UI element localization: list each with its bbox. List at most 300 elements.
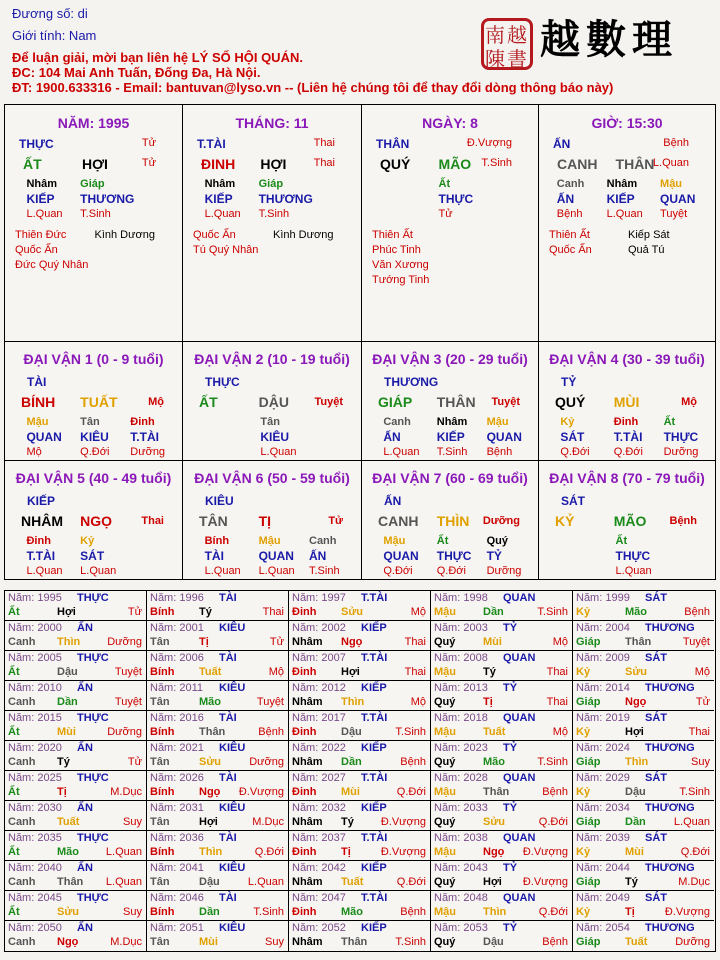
year-label: Năm: 2009 xyxy=(576,652,630,664)
year-branch: Mùi xyxy=(625,846,644,858)
year-branch: Dậu xyxy=(625,786,646,798)
year-stem: Giáp xyxy=(576,816,601,828)
year-life-stage: Suy xyxy=(123,906,142,918)
year-god: THỰC xyxy=(77,712,109,724)
year-label: Năm: 2037 xyxy=(292,832,346,844)
dai-van-hidden: Canh xyxy=(383,416,411,428)
hidden-god: QUAN xyxy=(660,192,696,206)
year-life-stage: Mộ xyxy=(552,726,568,738)
pillar-2 xyxy=(361,104,539,342)
star-right: Kình Dương xyxy=(273,229,334,241)
dai-van-can: GIÁP xyxy=(378,394,413,410)
dai-van-title: ĐẠI VẬN 8 (70 - 79 tuổi) xyxy=(549,470,705,486)
year-branch: Ngọ xyxy=(625,696,647,708)
year-life-stage: Dưỡng xyxy=(107,636,142,648)
dai-van-can: TÂN xyxy=(199,513,228,529)
year-stem: Kỷ xyxy=(576,666,591,678)
year-label: Năm: 2019 xyxy=(576,712,630,724)
star-left: Quốc Ấn xyxy=(549,244,592,256)
dai-van-life: L.Quan xyxy=(204,565,241,577)
dai-van-5 xyxy=(4,460,183,580)
dai-van-hidden-god: T.TÀI xyxy=(613,430,643,444)
year-label: Năm: 2011 xyxy=(150,682,203,694)
year-god: KIẾP xyxy=(361,862,387,874)
year-life-stage: Q.Đới xyxy=(538,816,568,828)
year-stem: Giáp xyxy=(576,696,601,708)
year-god: THƯƠNG xyxy=(645,922,695,934)
dai-van-hidden-god: QUAN xyxy=(486,430,522,444)
year-god: TỶ xyxy=(503,682,518,694)
year-label: Năm: 2026 xyxy=(150,772,204,784)
dai-van-hidden-god: KIÊU xyxy=(80,430,109,444)
year-god: SÁT xyxy=(645,652,667,664)
year-god: SÁT xyxy=(645,712,667,724)
year-cell xyxy=(289,861,431,891)
year-branch: Dần xyxy=(199,906,220,918)
dai-van-god: TỶ xyxy=(561,375,577,389)
year-god: ẤN xyxy=(77,802,93,814)
star-left: Quốc Ấn xyxy=(15,244,58,256)
year-stem: Quý xyxy=(434,636,456,648)
year-branch: Thìn xyxy=(199,846,223,858)
year-cell xyxy=(573,921,714,951)
dai-van-hidden: Đinh xyxy=(130,416,155,428)
year-life-stage: Tuyệt xyxy=(256,696,284,708)
year-cell xyxy=(5,711,147,741)
year-label: Năm: 2050 xyxy=(8,922,62,934)
year-life-stage: M.Dục xyxy=(110,786,142,798)
year-branch: Mùi xyxy=(57,726,76,738)
hidden-stem: Nhâm xyxy=(204,178,236,190)
contact-address: ĐC: 104 Mai Anh Tuấn, Đống Đa, Hà Nội. xyxy=(12,65,261,80)
year-god: THỰC xyxy=(77,592,109,604)
dai-van-chi: MÃO xyxy=(613,513,647,529)
year-label: Năm: 2031 xyxy=(150,802,204,814)
year-stem: Kỷ xyxy=(576,726,591,738)
year-stem: Bính xyxy=(150,846,175,858)
hidden-stem: Mậu xyxy=(660,178,683,190)
pillar-can: ẤT xyxy=(23,156,42,172)
year-cell xyxy=(147,681,289,711)
pillar-top-status: Bệnh xyxy=(663,137,689,149)
year-branch: Ngọ xyxy=(483,846,505,858)
year-cell xyxy=(289,681,431,711)
pillar-top-god: T.TÀI xyxy=(197,137,226,151)
dai-van-chi: TUẤT xyxy=(80,394,118,410)
year-label: Năm: 2014 xyxy=(576,682,630,694)
year-cell xyxy=(147,711,289,741)
year-stem: Đinh xyxy=(292,606,317,618)
year-life-stage: Đ.Vượng xyxy=(522,876,568,888)
year-branch: Tuất xyxy=(57,816,80,828)
year-cell xyxy=(289,801,431,831)
dai-van-life: Q.Đới xyxy=(613,446,643,458)
hidden-stem: Nhâm xyxy=(26,178,58,190)
star-left: Đức Quý Nhân xyxy=(15,259,89,271)
year-life-stage: Q.Đới xyxy=(538,906,568,918)
year-branch: Tị xyxy=(625,906,635,918)
year-label: Năm: 2008 xyxy=(434,652,488,664)
dai-van-hidden-god: ẤN xyxy=(309,549,327,563)
year-label: Năm: 2001 xyxy=(150,622,204,634)
year-cell xyxy=(289,921,431,951)
year-god: KIẾP xyxy=(361,802,387,814)
year-life-stage: Q.Đới xyxy=(680,846,710,858)
year-god: KIÊU xyxy=(219,922,246,934)
dai-van-life: Mộ xyxy=(26,446,42,458)
year-god: THƯƠNG xyxy=(645,622,695,634)
year-god: TÀI xyxy=(219,772,237,784)
dai-van-hidden-god: KIẾP xyxy=(436,430,465,444)
dai-van-title: ĐẠI VẬN 3 (20 - 29 tuổi) xyxy=(372,351,528,367)
year-stem: Canh xyxy=(8,816,36,828)
year-label: Năm: 2039 xyxy=(576,832,630,844)
life-stage: T.Sinh xyxy=(80,208,111,220)
year-life-stage: Tử xyxy=(127,606,142,618)
dai-van-hidden: Tân xyxy=(80,416,100,428)
year-god: TỶ xyxy=(503,622,518,634)
dai-van-can: BÍNH xyxy=(21,394,56,410)
pillar-can: CANH xyxy=(557,156,598,172)
year-branch: Thìn xyxy=(625,756,649,768)
year-branch: Dần xyxy=(341,756,362,768)
year-cell xyxy=(5,921,147,951)
year-stem: Kỷ xyxy=(576,606,591,618)
year-cell xyxy=(147,861,289,891)
brand-logo: 越數理 xyxy=(540,16,678,63)
year-god: TÀI xyxy=(219,592,237,604)
year-stem: Kỷ xyxy=(576,846,591,858)
year-cell xyxy=(431,921,573,951)
year-stem: Mậu xyxy=(434,606,456,618)
pillar-chi: THÂN xyxy=(615,156,655,172)
year-branch: Thân xyxy=(483,786,510,798)
year-branch: Thìn xyxy=(57,636,81,648)
year-life-stage: Q.Đới xyxy=(396,876,426,888)
year-label: Năm: 2029 xyxy=(576,772,630,784)
dai-van-status: Tử xyxy=(328,515,343,527)
dai-van-life: Q.Đới xyxy=(436,565,466,577)
year-stem: Giáp xyxy=(576,636,601,648)
year-stem: Nhâm xyxy=(292,876,323,888)
year-life-stage: Tuyệt xyxy=(682,636,710,648)
dai-van-hidden-god: QUAN xyxy=(26,430,62,444)
year-label: Năm: 2025 xyxy=(8,772,62,784)
star-left: Thiên Ất xyxy=(372,229,413,241)
year-life-stage: Bệnh xyxy=(542,786,568,798)
life-stage: L.Quan xyxy=(204,208,241,220)
dai-van-hidden-god: SÁT xyxy=(80,549,105,563)
year-label: Năm: 1995 xyxy=(8,592,62,604)
year-cell xyxy=(431,711,573,741)
year-life-stage: Dưỡng xyxy=(249,756,284,768)
year-stem: Nhâm xyxy=(292,696,323,708)
year-god: TÀI xyxy=(219,892,237,904)
year-cell xyxy=(431,771,573,801)
pillar-top-status: Tử xyxy=(141,137,156,149)
year-cell xyxy=(573,771,714,801)
year-life-stage: Thai xyxy=(546,696,568,708)
dai-van-hidden-god: ẤN xyxy=(383,430,401,444)
year-god: THƯƠNG xyxy=(645,862,695,874)
dai-van-hidden: Ất xyxy=(663,416,676,428)
dai-van-life: L.Quan xyxy=(260,446,297,458)
year-cell xyxy=(289,621,431,651)
year-branch: Tý xyxy=(199,606,212,618)
dai-van-god: SÁT xyxy=(561,494,585,508)
dai-van-life: L.Quan xyxy=(80,565,117,577)
pillar-can: QUÝ xyxy=(380,156,411,172)
year-stem: Giáp xyxy=(576,876,601,888)
year-branch: Sửu xyxy=(625,666,648,678)
dai-van-can: NHÂM xyxy=(21,513,63,529)
year-branch: Sửu xyxy=(57,906,80,918)
life-stage: Tuyệt xyxy=(660,208,688,220)
dai-van-status: Mộ xyxy=(681,396,697,408)
year-life-stage: Q.Đới xyxy=(396,786,426,798)
year-cell xyxy=(5,681,147,711)
year-cell xyxy=(573,861,714,891)
year-branch: Sửu xyxy=(341,606,364,618)
pillar-top-god: THỰC xyxy=(19,137,54,151)
year-life-stage: Dưỡng xyxy=(675,936,710,948)
year-life-stage: L.Quan xyxy=(105,846,142,858)
dai-van-hidden: Mậu xyxy=(26,416,49,428)
year-stem: Quý xyxy=(434,816,456,828)
dai-van-life: Q.Đới xyxy=(80,446,110,458)
dai-van-can: KỶ xyxy=(555,513,575,529)
year-branch: Dần xyxy=(625,816,646,828)
year-stem: Tân xyxy=(150,936,170,948)
year-god: QUAN xyxy=(503,832,536,844)
year-label: Năm: 2035 xyxy=(8,832,62,844)
year-god: T.TÀI xyxy=(361,892,388,904)
year-label: Năm: 2012 xyxy=(292,682,346,694)
year-branch: Sửu xyxy=(199,756,222,768)
year-cell xyxy=(147,621,289,651)
year-cell xyxy=(5,741,147,771)
year-life-stage: Thai xyxy=(688,726,710,738)
dai-van-8 xyxy=(538,460,716,580)
year-cell xyxy=(431,891,573,921)
year-stem: Ất xyxy=(8,726,20,738)
year-life-stage: Đ.Vượng xyxy=(380,846,426,858)
year-stem: Bính xyxy=(150,666,175,678)
year-life-stage: T.Sinh xyxy=(537,756,568,768)
year-branch: Ngọ xyxy=(199,786,221,798)
year-god: T.TÀI xyxy=(361,592,388,604)
year-label: Năm: 2043 xyxy=(434,862,488,874)
year-branch: Ngọ xyxy=(57,936,79,948)
year-branch: Dậu xyxy=(483,936,504,948)
year-branch: Tị xyxy=(57,786,67,798)
year-life-stage: Suy xyxy=(265,936,284,948)
year-stem: Đinh xyxy=(292,726,317,738)
year-god: T.TÀI xyxy=(361,832,388,844)
year-cell xyxy=(289,831,431,861)
year-god: T.TÀI xyxy=(361,712,388,724)
year-label: Năm: 2016 xyxy=(150,712,204,724)
year-life-stage: Mộ xyxy=(694,666,710,678)
star-right: Kiếp Sát xyxy=(628,229,670,241)
hidden-god: THỰC xyxy=(438,192,474,206)
year-cell xyxy=(5,861,147,891)
pillar-1 xyxy=(182,104,362,342)
dai-van-title: ĐẠI VẬN 7 (60 - 69 tuổi) xyxy=(372,470,528,486)
dai-van-life: Q.Đới xyxy=(383,565,413,577)
year-cell xyxy=(5,591,147,621)
year-label: Năm: 2052 xyxy=(292,922,346,934)
year-stem: Canh xyxy=(8,936,36,948)
year-life-stage: Mộ xyxy=(268,666,284,678)
year-stem: Mậu xyxy=(434,906,456,918)
year-label: Năm: 2047 xyxy=(292,892,346,904)
dai-van-title: ĐẠI VẬN 1 (0 - 9 tuổi) xyxy=(23,351,164,367)
dai-van-chi: NGỌ xyxy=(80,513,113,529)
dai-van-god: THỰC xyxy=(205,375,240,389)
year-life-stage: Thai xyxy=(404,666,426,678)
year-life-stage: Mộ xyxy=(410,696,426,708)
dai-van-7 xyxy=(361,460,539,580)
year-branch: Dậu xyxy=(199,876,220,888)
year-cell xyxy=(289,891,431,921)
year-cell xyxy=(5,651,147,681)
year-branch: Hợi xyxy=(57,606,76,618)
year-god: KIẾP xyxy=(361,742,387,754)
hidden-god: THƯƠNG xyxy=(80,192,135,206)
year-stem: Mậu xyxy=(434,846,456,858)
dai-van-hidden: Bính xyxy=(204,535,230,547)
year-branch: Tị xyxy=(483,696,493,708)
star-left: Thiên Đức xyxy=(15,229,67,241)
dai-van-can: QUÝ xyxy=(555,394,586,410)
dai-van-hidden: Ất xyxy=(615,535,628,547)
pillar-status: L.Quan xyxy=(652,157,689,169)
year-life-stage: Bệnh xyxy=(400,906,426,918)
hidden-god: THƯƠNG xyxy=(258,192,313,206)
year-life-stage: Suy xyxy=(123,816,142,828)
year-stem: Đinh xyxy=(292,666,317,678)
year-life-stage: L.Quan xyxy=(673,816,710,828)
pillar-3 xyxy=(538,104,716,342)
year-god: ẤN xyxy=(77,862,93,874)
dai-van-hidden: Canh xyxy=(309,535,337,547)
contact-phone-email: ĐT: 1900.633316 - Email: bantuvan@lyso.vn -- (Liên hệ chúng tôi để thay đổi dòng thông báo này) xyxy=(12,80,614,95)
year-life-stage: T.Sinh xyxy=(537,606,568,618)
year-branch: Ngọ xyxy=(341,636,363,648)
year-label: Năm: 2030 xyxy=(8,802,62,814)
year-stem: Tân xyxy=(150,816,170,828)
year-label: Năm: 2003 xyxy=(434,622,488,634)
year-stem: Tân xyxy=(150,756,170,768)
year-cell xyxy=(289,591,431,621)
year-branch: Mão xyxy=(199,696,221,708)
year-cell xyxy=(5,621,147,651)
year-label: Năm: 2007 xyxy=(292,652,346,664)
year-life-stage: Thai xyxy=(546,666,568,678)
year-stem: Giáp xyxy=(576,756,601,768)
year-life-stage: Tử xyxy=(695,696,710,708)
dai-van-life: L.Quan xyxy=(258,565,295,577)
year-cell xyxy=(147,741,289,771)
year-life-stage: Bệnh xyxy=(684,606,710,618)
year-life-stage: Mộ xyxy=(410,606,426,618)
year-cell xyxy=(573,621,714,651)
year-stem: Kỷ xyxy=(576,906,591,918)
pillar-can: ĐINH xyxy=(201,156,236,172)
year-cell xyxy=(431,651,573,681)
year-cell xyxy=(147,831,289,861)
dai-van-god: ẤN xyxy=(384,494,402,508)
pillar-top-god: ẤN xyxy=(553,137,571,151)
year-cell xyxy=(5,801,147,831)
year-label: Năm: 2046 xyxy=(150,892,204,904)
year-label: Năm: 1996 xyxy=(150,592,204,604)
year-stem: Quý xyxy=(434,936,456,948)
year-label: Năm: 2004 xyxy=(576,622,630,634)
year-branch: Thìn xyxy=(483,906,507,918)
dai-van-god: KIÊU xyxy=(205,494,234,508)
hidden-god: KIẾP xyxy=(204,192,233,206)
dai-van-status: Dưỡng xyxy=(482,515,520,527)
year-cell xyxy=(573,591,714,621)
pillar-title: NGÀY: 8 xyxy=(422,115,478,131)
year-branch: Tý xyxy=(625,876,638,888)
year-life-stage: Thai xyxy=(262,606,284,618)
hidden-god: KIẾP xyxy=(26,192,55,206)
year-god: KIẾP xyxy=(361,922,387,934)
year-stem: Mậu xyxy=(434,786,456,798)
year-label: Năm: 2028 xyxy=(434,772,488,784)
year-life-stage: Q.Đới xyxy=(254,846,284,858)
year-god: QUAN xyxy=(503,712,536,724)
dai-van-hidden-god: T.TÀI xyxy=(26,549,56,563)
year-label: Năm: 2006 xyxy=(150,652,204,664)
year-label: Năm: 2036 xyxy=(150,832,204,844)
year-cell xyxy=(5,891,147,921)
year-cell xyxy=(147,801,289,831)
year-life-stage: Đ.Vượng xyxy=(238,786,284,798)
year-label: Năm: 2005 xyxy=(8,652,62,664)
year-branch: Mão xyxy=(625,606,647,618)
dai-van-life: L.Quan xyxy=(26,565,63,577)
dai-van-1 xyxy=(4,341,183,461)
year-label: Năm: 2040 xyxy=(8,862,62,874)
dai-van-hidden: Quý xyxy=(486,535,508,547)
dai-van-6 xyxy=(182,460,362,580)
star-right: Kình Dương xyxy=(94,229,155,241)
dai-van-title: ĐẠI VẬN 5 (40 - 49 tuổi) xyxy=(15,470,172,486)
year-cell xyxy=(289,771,431,801)
year-branch: Tị xyxy=(199,636,209,648)
dai-van-life: Dưỡng xyxy=(130,446,166,458)
year-god: KIẾP xyxy=(361,622,387,634)
dai-van-status: Tuyệt xyxy=(491,396,520,408)
year-stem: Canh xyxy=(8,756,36,768)
year-cell xyxy=(5,771,147,801)
dai-van-hidden: Nhâm xyxy=(436,416,468,428)
year-life-stage: Bệnh xyxy=(400,756,426,768)
year-stem: Ất xyxy=(8,846,20,858)
dai-van-hidden: Đinh xyxy=(613,416,639,428)
year-branch: Tuất xyxy=(483,726,506,738)
year-god: ẤN xyxy=(77,682,93,694)
star-left: Tú Quý Nhân xyxy=(193,244,259,256)
year-branch: Hợi xyxy=(341,666,360,678)
pillar-top-status: Thai xyxy=(313,137,335,149)
hidden-stem: Nhâm xyxy=(606,178,638,190)
year-stem: Canh xyxy=(8,876,36,888)
